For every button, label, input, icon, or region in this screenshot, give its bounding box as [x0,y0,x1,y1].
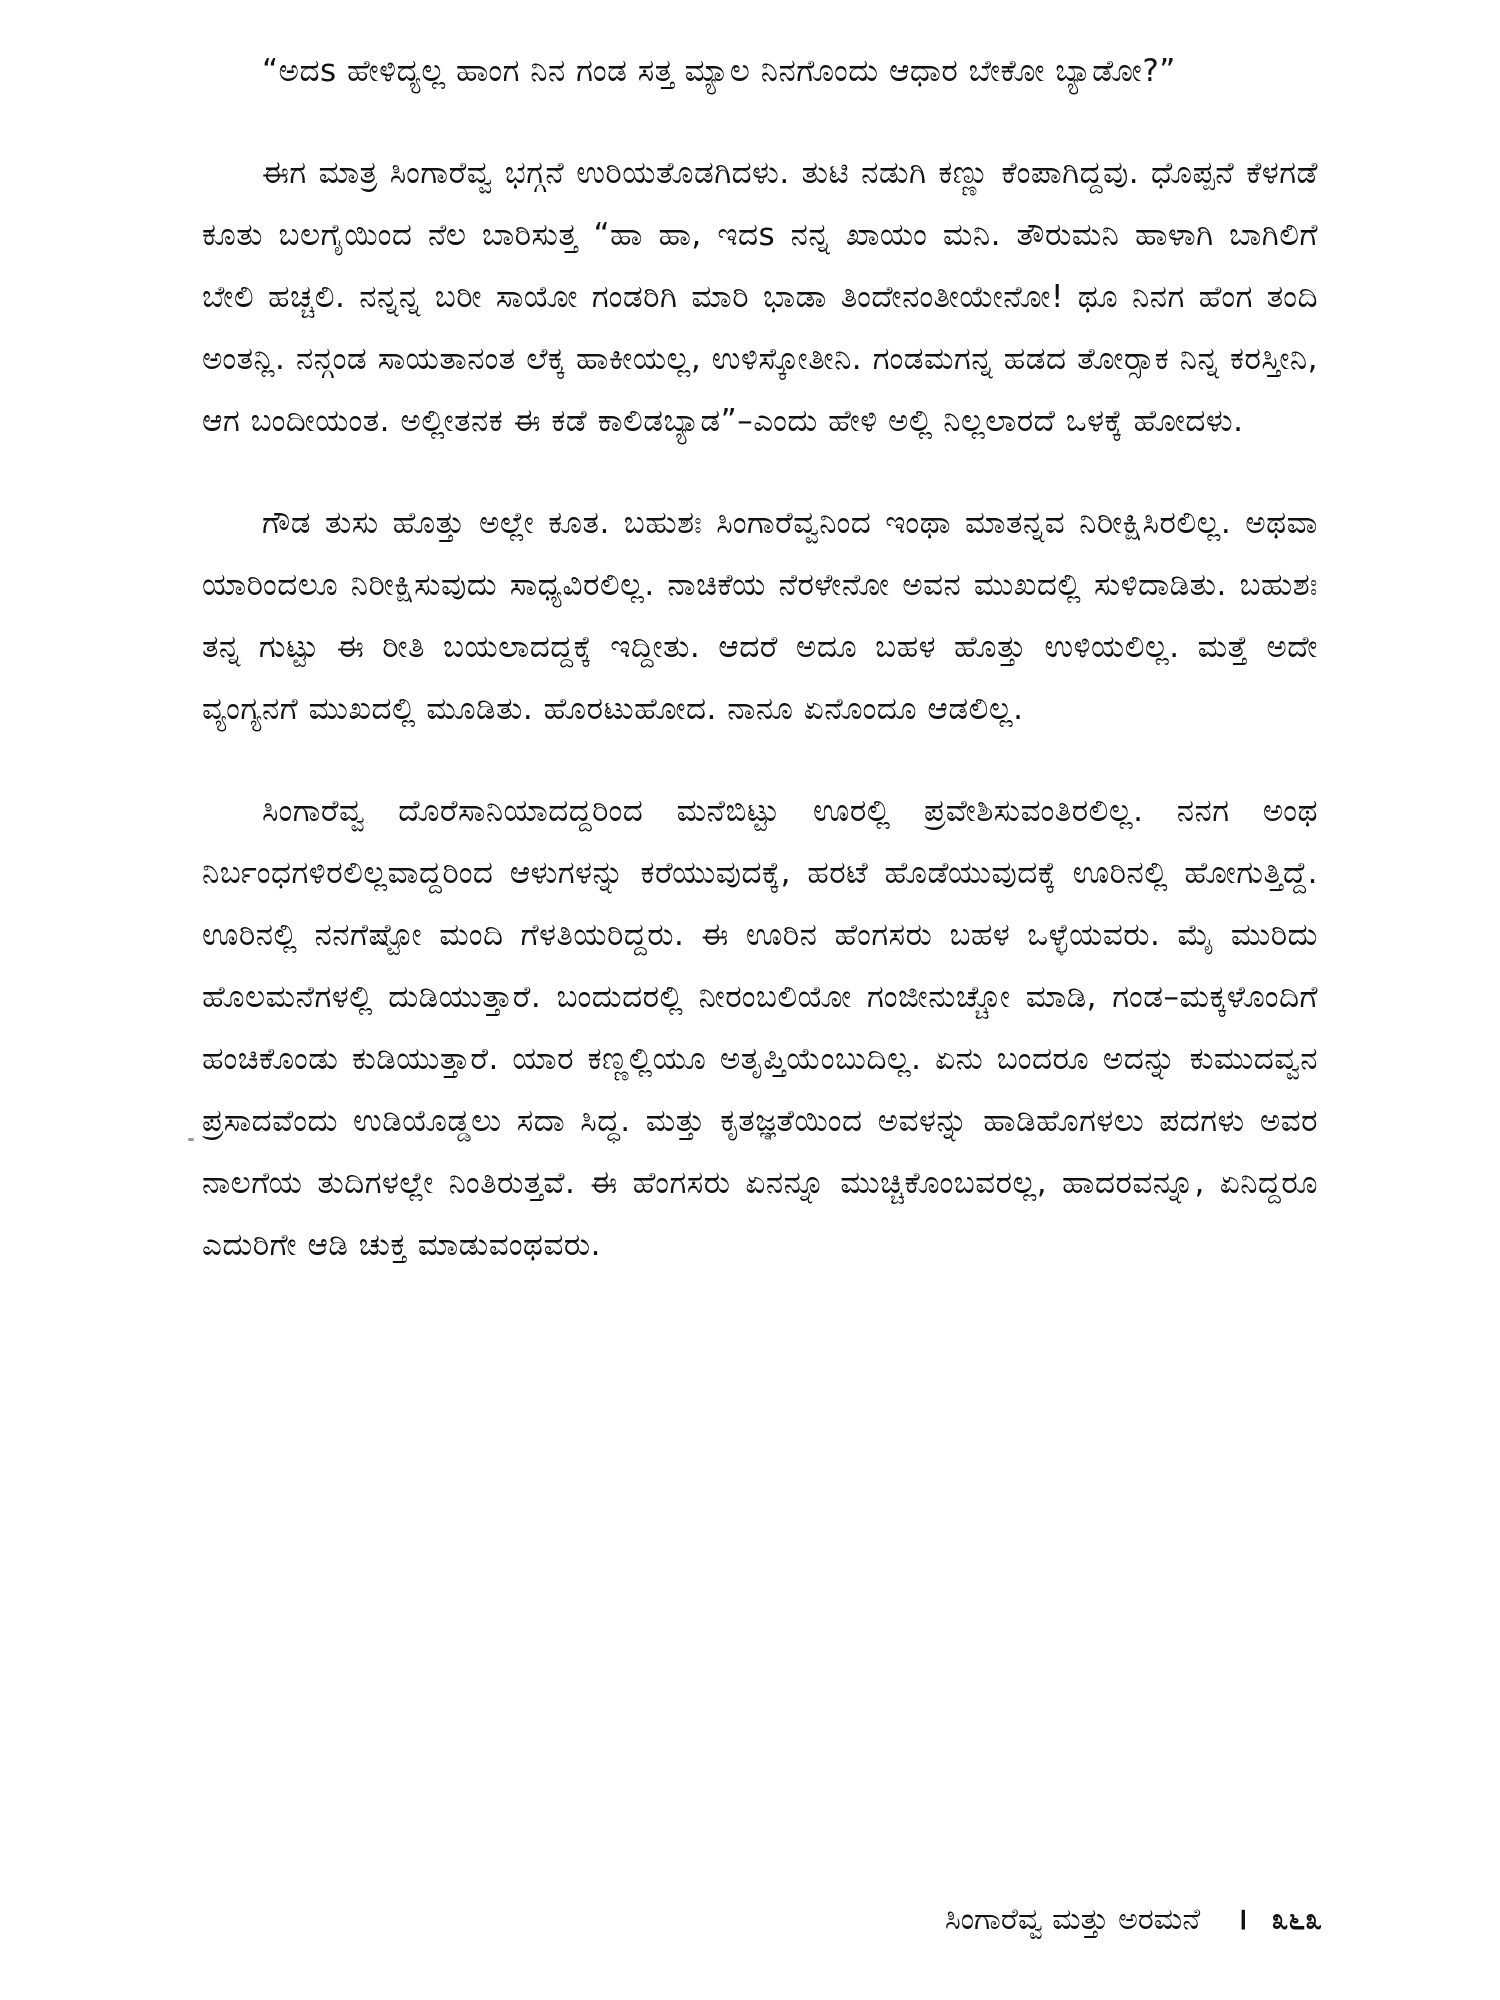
scan-speck [188,1138,194,1141]
paragraph-3: ಗೌಡ ತುಸು ಹೊತ್ತು ಅಲ್ಲೇ ಕೂತ. ಬಹುಶಃ ಸಿಂಗಾರೆವ್ವನಿಂದ ಇಂಥಾ ಮಾತನ್ನವ ನಿರೀಕ್ಷಿಸಿರಲಿಲ್ಲ. ಅಥವಾ ಯಾರಿಂದಲೂ ನಿರೀಕ್ಷಿಸುವುದು ಸಾಧ್ಯವಿರಲಿಲ್ಲ. ನಾಚಿಕೆಯ ನೆರಳೇನೋ ಅವನ ಮುಖದಲ್ಲಿ ಸುಳಿದಾಡಿತು. ಬಹುಶಃ ತನ್ನ ಗುಟ್ಟು ಈ ರೀತಿ ಬಯಲಾದದ್ದಕ್ಕೆ ಇದ್ದೀತು. ಆದರೆ ಅದೂ ಬಹಳ ಹೊತ್ತು ಉಳಿಯಲಿಲ್ಲ. ಮತ್ತೆ ಅದೇ ವ್ಯಂಗ್ಯನಗೆ ಮುಖದಲ್ಲಿ ಮೂಡಿತು. ಹೊರಟುಹೋದ. ನಾನೂ ಏನೊಂದೂ ಆಡಲಿಲ್ಲ. [202,505,1318,727]
page-footer [945,1900,1322,1940]
page-number: ೩೬೩ [1271,1902,1322,1937]
footer-separator: । [1236,1902,1248,1937]
paragraph-2: ಈಗ ಮಾತ್ರ ಸಿಂಗಾರೆವ್ವ ಭಗ್ಗನೆ ಉರಿಯತೊಡಗಿದಳು. ತುಟಿ ನಡುಗಿ ಕಣ್ಣು ಕೆಂಪಾಗಿದ್ದವು. ಧೊಪ್ಪನೆ ಕೆಳಗಡೆ ಕೂತು ಬಲಗೈಯಿಂದ ನೆಲ ಬಾರಿಸುತ್ತ “ಹಾ ಹಾ, ಇದs ನನ್ನ ಖಾಯಂ ಮನಿ. ತೌರುಮನಿ ಹಾಳಾಗಿ ಬಾಗಿಲಿಗೆ ಬೇಲಿ ಹಚ್ಚಲಿ. ನನ್ನನ್ನ ಬರೀ ಸಾಯೋ ಗಂಡರಿಗಿ ಮಾರಿ ಭಾಡಾ ತಿಂದೇನಂತೀಯೇನೋ! ಥೂ ನಿನಗ ಹೆಂಗ ತಂದಿ ಅಂತನ್ಲಿ. ನನ್ಗಂಡ ಸಾಯತಾನಂತ ಲೆಕ್ಕ ಹಾಕೀಯಲ್ಲ, ಉಳಿಸ್ಕೋತೀನಿ. ಗಂಡಮಗನ್ನ ಹಡದ ತೋರ್‍ಸಾಕ ನಿನ್ನ ಕರಸ್ತೀನಿ, ಆಗ ಬಂದೀಯಂತ. ಅಲ್ಲೀತನಕ ಈ ಕಡೆ ಕಾಲಿಡಬ್ಯಾಡ”–ಎಂದು ಹೇಳಿ ಅಲ್ಲಿ ನಿಲ್ಲಲಾರದೆ ಒಳಕ್ಕೆ ಹೋದಳು. [202,155,1318,439]
paragraph-1: “ಅದs ಹೇಳಿದ್ಯಲ್ಲ ಹಾಂಗ ನಿನ ಗಂಡ ಸತ್ತ ಮ್ಯಾಲ ನಿನಗೊಂದು ಆಧಾರ ಬೇಕೋ ಬ್ಯಾಡೋ?” [262,53,1176,89]
running-title: ಸಿಂಗಾರೆವ್ವ ಮತ್ತು ಅರಮನೆ [944,1902,1201,1937]
paragraph-4: ಸಿಂಗಾರೆವ್ವ ದೊರೆಸಾನಿಯಾದದ್ದರಿಂದ ಮನೆಬಿಟ್ಟು ಊರಲ್ಲಿ ಪ್ರವೇಶಿಸುವಂತಿರಲಿಲ್ಲ. ನನಗ ಅಂಥ ನಿರ್ಬಂಧಗಳಿರಲಿಲ್ಲವಾದ್ದರಿಂದ ಆಳುಗಳನ್ನು ಕರೆಯುವುದಕ್ಕೆ, ಹರಟೆ ಹೊಡೆಯುವುದಕ್ಕೆ ಊರಿನಲ್ಲಿ ಹೋಗುತ್ತಿದ್ದೆ. ಊರಿನಲ್ಲಿ ನನಗೆಷ್ಟೋ ಮಂದಿ ಗೆಳತಿಯರಿದ್ದರು. ಈ ಊರಿನ ಹೆಂಗಸರು ಬಹಳ ಒಳ್ಳೆಯವರು. ಮೈ ಮುರಿದು ಹೊಲಮನೆಗಳಲ್ಲಿ ದುಡಿಯುತ್ತಾರೆ. ಬಂದುದರಲ್ಲಿ ನೀರಂಬಲಿಯೋ ಗಂಜೀನುಚ್ಚೋ ಮಾಡಿ, ಗಂಡ–ಮಕ್ಕಳೊಂದಿಗೆ ಹಂಚಿಕೊಂಡು ಕುಡಿಯುತ್ತಾರೆ. ಯಾರ ಕಣ್ಣಲ್ಲಿಯೂ ಅತೃಪ್ತಿಯೆಂಬುದಿಲ್ಲ. ಏನು ಬಂದರೂ ಅದನ್ನು ಕುಮುದವ್ವನ ಪ್ರಸಾದವೆಂದು ಉಡಿಯೊಡ್ಡಲು ಸದಾ ಸಿದ್ಧ. ಮತ್ತು ಕೃತಜ್ಞತೆಯಿಂದ ಅವಳನ್ನು ಹಾಡಿಹೊಗಳಲು ಪದಗಳು ಅವರ ನಾಲಗೆಯ ತುದಿಗಳಲ್ಲೇ ನಿಂತಿರುತ್ತವೆ. ಈ ಹೆಂಗಸರು ಏನನ್ನೂ ಮುಚ್ಚಿಕೊಂಬವರಲ್ಲ, ಹಾದರವನ್ನೂ, ಏನಿದ್ದರೂ ಎದುರಿಗೇ ಆಡಿ ಚುಕ್ತ ಮಾಡುವಂಥವರು. [202,793,1318,1263]
body-text [202,40,1318,1276]
